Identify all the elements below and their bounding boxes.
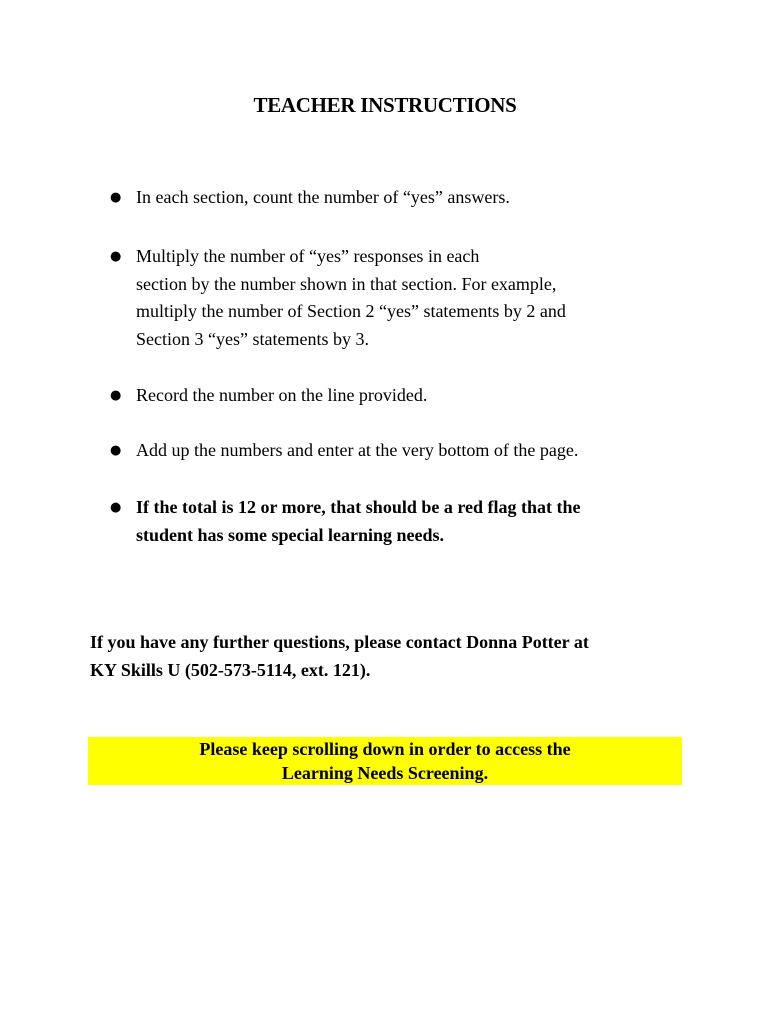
text-line: Please keep scrolling down in order to access the [199,739,571,759]
text-line: Add up the numbers and enter at the very bottom of the page. [136,440,579,460]
contact-paragraph [90,628,710,684]
text-line: KY Skills U (502-573-5114, ext. 121). [90,660,371,680]
text-line: Section 3 “yes” statements by 3. [136,328,369,349]
text-line: student has some special learning needs. [136,524,445,545]
text-line: Learning Needs Screening. [281,763,489,783]
list-item-text [136,243,646,353]
text-line: If the total is 12 or more, that should be a red flag that the [136,497,581,517]
text-line: multiply the number of Section 2 “yes” statements by 2 and [136,301,566,321]
bullet-icon: ● [110,500,122,515]
list-item-text [136,437,646,465]
list-item-text [136,184,646,212]
bullet-icon: ● [110,388,122,403]
bullet-icon: ● [110,443,122,458]
list-item-text [136,494,646,549]
page-title: TEACHER INSTRUCTIONS [253,93,517,117]
text-line: Multiply the number of “yes” responses in each [136,246,480,266]
text-line: Record the number on the line provided. [136,385,428,405]
text-line: section by the number shown in that section. For example, [136,273,557,294]
bullet-icon: ● [110,249,122,264]
list-item-text [136,382,646,410]
text-line: If you have any further questions, please contact Donna Potter at [90,632,589,652]
bullet-icon: ● [110,190,122,205]
scroll-notice [88,737,682,785]
text-line: In each section, count the number of “yes” answers. [136,187,510,207]
